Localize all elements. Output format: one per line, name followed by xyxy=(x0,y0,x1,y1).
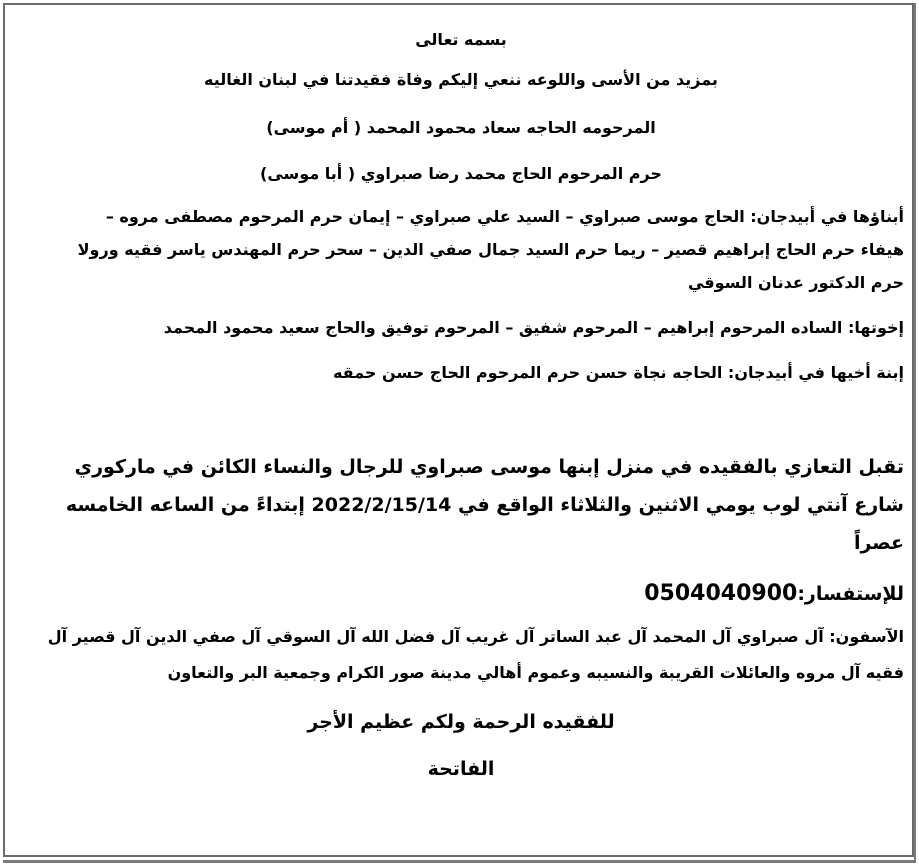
children-line: حرم الدكتور عدنان السوقي xyxy=(687,273,904,292)
deceased-name: المرحومه الحاجه سعاد محمود المحمد ( أم موسى) xyxy=(266,118,656,137)
frame-shadow-bottom xyxy=(3,860,916,863)
husband-line: حرم المرحوم الحاج محمد رضا صبراوي ( أبا موسى) xyxy=(260,164,662,183)
frame-shadow-right xyxy=(914,3,916,863)
condolence-line: تقبل التعازي بالفقيده في منزل إبنها موسى صبراوي للرجال والنساء الكائن في ماركوري xyxy=(74,456,904,478)
siblings-line: إخوتها: الساده المرحوم إبراهيم – المرحوم شفيق – المرحوم توفيق والحاج سعيد محمود المحمد xyxy=(163,318,904,337)
notice-intro: بمزيد من الأسى واللوعه ننعي إليكم وفاة فقيدتنا في لبنان الغاليه xyxy=(204,70,718,89)
inquiry-line xyxy=(644,577,904,611)
mourners-line: الآسفون: آل صبراوي آل المحمد آل عبد الساتر آل غريب آل فضل الله آل السوقي آل صفي الدين آل قصير آل xyxy=(47,627,904,646)
condolence-line: عصراً xyxy=(853,532,904,554)
closing-line: للفقيده الرحمة ولكم عظيم الأجر xyxy=(307,711,615,733)
fatiha-line: الفاتحة xyxy=(427,758,495,780)
inquiry-phone: 0504040900 xyxy=(644,581,798,606)
children-line: أبناؤها في أبيدجان: الحاج موسى صبراوي – السيد علي صبراوي – إيمان حرم المرحوم مصطفى مروه – xyxy=(105,207,904,226)
condolence-line: شارع آنتي لوب يومي الاثنين والثلاثاء الواقع في 2022/2/15/14 إبتداءً من الساعه الخامسه xyxy=(65,494,904,516)
niece-line: إبنة أخيها في أبيدجان: الحاجه نجاة حسن حرم المرحوم الحاج حسن حمقه xyxy=(332,363,904,382)
mourners-line: فقيه آل مروه والعائلات القريبة والنسيبه وعموم أهالي مدينة صور الكرام وجمعية البر والتعاون xyxy=(167,663,904,682)
inquiry-label: للإستفسار: xyxy=(797,583,904,605)
children-line: هيفاء حرم الحاج إبراهيم قصير – ريما حرم السيد جمال صفي الدين – سحر حرم المهندس ياسر فقيه ورولا xyxy=(77,240,904,259)
notice-header: بسمه تعالى xyxy=(415,30,507,49)
